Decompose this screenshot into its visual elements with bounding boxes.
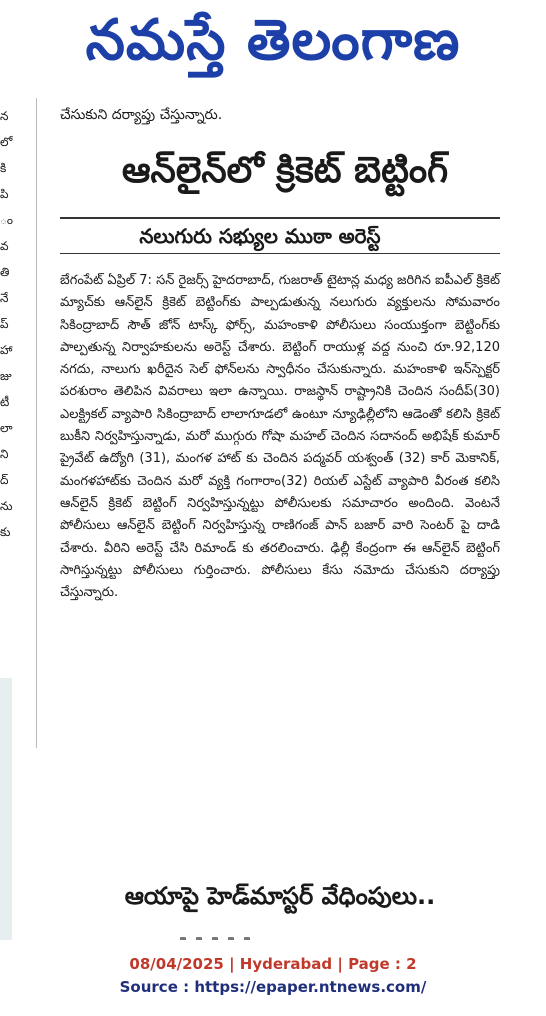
left-column-fragment: పి	[0, 187, 9, 201]
left-column-fragment: నే	[0, 291, 9, 305]
headline-rule	[60, 217, 500, 219]
headline: ఆన్‌లైన్‌లో క్రికెట్ బెట్టింగ్	[121, 150, 449, 191]
adjacent-shaded-box	[0, 678, 12, 940]
left-column-fragment: కు	[0, 525, 11, 539]
left-column-fragment: హా	[0, 343, 13, 357]
left-column-fragment: కి	[0, 161, 7, 175]
previous-article-tail: చేసుకుని దర్యాప్తు చేస్తున్నారు.	[60, 107, 223, 123]
edition-date-line: 08/04/2025 | Hyderabad | Page : 2	[129, 955, 417, 973]
next-article-cutoff	[180, 928, 360, 936]
left-column-fragment: టీ	[0, 395, 10, 409]
left-column-fragment: న	[0, 109, 9, 123]
left-column-fragment: తి	[0, 265, 10, 279]
subheadline: నలుగురు సభ్యుల ముఠా అరెస్ట్	[139, 224, 381, 248]
left-column-fragment: ని	[0, 447, 9, 461]
source-line: Source : https://epaper.ntnews.com/	[119, 978, 427, 996]
left-column-fragment: ను	[0, 499, 13, 513]
newspaper-clipping	[0, 90, 546, 940]
left-column-fragment: ం	[0, 213, 14, 227]
next-article-headline: ఆయాపై హెడ్‌మాస్టర్ వేధింపులు..	[124, 882, 436, 910]
left-column-fragment: వ	[0, 239, 9, 253]
left-column-fragment: ద్	[0, 473, 9, 487]
column-divider	[36, 98, 37, 748]
article-body	[60, 270, 500, 604]
subheadline-rule	[60, 253, 500, 254]
masthead	[0, 0, 546, 82]
masthead-logo: నమస్తే తెలంగాణ	[85, 8, 461, 73]
left-column-fragment: జు	[0, 369, 12, 383]
left-column-fragment: ప్	[0, 317, 9, 331]
article-paragraph: బేగంపేట్ ఏప్రిల్ 7: సన్ రైజర్స్ హైదరాబాద్, గుజరాత్ టైటాన్ల మధ్య జరిగిన ఐపీఎల్ క్రికెట్ మ్యాచ్‌కు ఆన్‌లైన్ క్రికెట్ బెట్టింగ్‌కు పాల్పడుతున్న నలుగురు వ్యక్తులను సోమవారం సికింద్రాబాద్ సౌత్ జోన్ టాస్క్ ఫోర్స్, మహంకాళి పోలీసులు సంయుక్తంగా బెట్టింగ్‌కు పాల్పతున్న నిర్వాహకులను అరెస్ట్ చేశారు. బెట్టింగ్ రాయుళ్ల వద్ద నుంచి రూ.92,120 నగదు, నాలుగు ఖరీదైన సెల్ ఫోన్‌లను స్వాధీనం చేసుకున్నారు. మహంకాళి ఇన్‌స్పెక్టర్ పరశురాం తెలిపిన వివరాలు ఇలా ఉన్నాయి. రాజస్థాన్ రాష్ట్రానికి చెందిన సందీప్(30) ఎలక్ట్రికల్ వ్యాపారి సికింద్రాబాద్ లాలాగూడలో ఉంటూ న్యూఢిల్లీలోని ఆడెంతో కలిసి క్రికెట్ బుకీని నిర్వహిస్తున్నాడు, మరో ముగ్గురు గోషా మహల్ చెందిన సదానంద్ అభిషేక్ కుమార్ ప్రైవేట్ ఉద్యోగి (31), మంగళ హాట్ కు చెందిన పద్మవర్ యశ్వంత్ (32) కార్ మెకానిక్, మంగళహాట్‌కు చెందిన మరో వ్యక్తి గంగారాం(32) రియల్ ఎస్టేట్ వ్యాపారి వీరంత కలిసి ఆన్‌లైన్ క్రికెట్ బెట్టింగ్ నిర్వహిస్తున్నట్టు పోలీసులకు సమాచారం అందింది. వెంటనే పోలీసులు ఆన్‌లైన్ బెట్టింగ్ నిర్వహిస్తున్న రాణిగంజ్ పాన్ బజార్ వారి సెంటర్ పై దాడి చేశారు. వీరిని అరెస్ట్ చేసి రిమాండ్ కు తరలించారు. ఢిల్లీ కేంద్రంగా ఈ ఆన్‌లైన్ బెట్టింగ్ సాగిస్తున్నట్టు పోలీసులు గుర్తించారు. పోలీసులు కేసు నమోదు చేసుకుని దర్యాప్తు చేస్తున్నారు.	[60, 273, 500, 601]
left-column-fragment: లా	[0, 421, 13, 435]
left-column-fragment: లో	[0, 135, 13, 149]
